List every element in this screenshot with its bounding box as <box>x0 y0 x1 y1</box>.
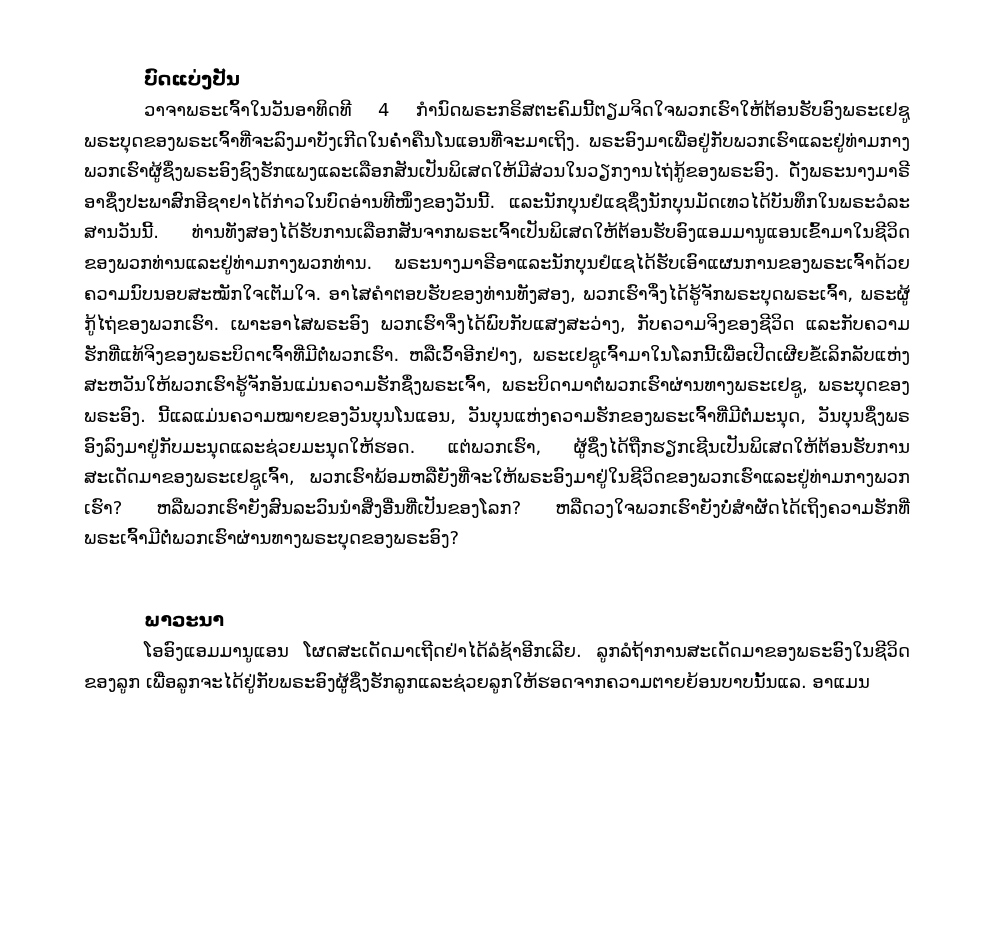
document-page <box>84 62 910 698</box>
reflection-section <box>84 62 910 555</box>
reflection-heading: ບົດແບ່ງປັນ <box>144 68 240 90</box>
reflection-paragraph: ວາຈາພຣະເຈົ້າໃນວັນອາທິດທີ 4 ກຳນົດພຣະກຣິສຕະຄົມນີ້ຕຽມຈິດໃຈພວກເຮົາໃຫ້ຕ້ອນຮັບອົງພຣະເຢຊູພຣະບຸດຂອງພຣະເຈົ້າທີ່ຈະລົງມາບັງເກີດໃນຄ່ຳຄືນໂນແອນທີ່ຈະມາເຖິງ. ພຣະອົງມາເພື່ອຢູ່ກັບພວກເຮົາແລະຢູ່ທ່າມກາງພວກເຮົາຜູ້ຊຶ່ງພຣະອົງຊົງຮັກແພງແລະເລືອກສັນເປັນພິເສດໃຫ້ມີສ່ວນໃນວຽກງານໄຖ່ກູ້ຂອງພຣະອົງ. ດັ່ງພຣະນາງມາຣີອາຊຶ່ງປະພາສົກອີຊາຢາໄດ້ກ່າວໃນບົດອ່ານທີໜຶ່ງຂອງວັນນີ້. ແລະນັກບຸນຢໍແຊຊຶ່ງນັກບຸນມັດເທວໄດ້ບັນທຶກໃນພຣະວໍລະສານວັນນີ້. ທ່ານທັງສອງໄດ້ຮັບການເລືອກສັນຈາກພຣະເຈົ້າເປັນພິເສດໃຫ້ຕ້ອນຮັບອົງແອມມານູແອນເຂົ້າມາໃນຊີວິດຂອງພວກທ່ານແລະຢູ່ທ່າມກາງພວກທ່ານ. ພຣະນາງມາຣີອາແລະນັກບຸນຢໍແຊໄດ້ຮັບເອົາແຜນການຂອງພຣະເຈົ້າດ້ວຍຄວາມນົບນອບສະໝັກໃຈເຕັມໃຈ. ອາໄສຄຳຕອບຮັບຂອງທ່ານທັງສອງ, ພວກເຮົາຈຶ່ງໄດ້ຮູ້ຈັກພຣະບຸດພຣະເຈົ້າ, ພຣະຜູ້ກູ້ໄຖ່ຂອງພວກເຮົາ. ເພາະອາໄສພຣະອົງ ພວກເຮົາຈຶ່ງໄດ້ພົບກັບແສງສະວ່າງ, ກັບຄວາມຈິງຂອງຊີວິດ ແລະກັບຄວາມຮັກທີ່ແທ້ຈິງຂອງພຣະບິດາເຈົ້າທີ່ມີຕໍ່ພວກເຮົາ. ຫລືເວົ້າອີກຢ່າງ, ພຣະເຢຊູເຈົ້າມາໃນໂລກນີ້ເພື່ອເປີດເຜີຍຂໍ້ເລິກລັບແຫ່ງສະຫວັນໃຫ້ພວກເຮົາຮູ້ຈັກອັນແມ່ນຄວາມຮັກຊຶ່ງພຣະເຈົ້າ, ພຣະບິດາມາຕໍ່ພວກເຮົາຜ່ານທາງພຣະເຢຊູ, ພຣະບຸດຂອງພຣະອົງ. ນີ້ແລແມ່ນຄວາມໝາຍຂອງວັນບຸນໂນແອນ, ວັນບຸນແຫ່ງຄວາມຮັກຂອງພຣະເຈົ້າທີ່ມີຕໍ່ມະນຸດ, ວັນບຸນຊຶ່ງພຣອົງລົງມາຢູ່ກັບມະນຸດແລະຊ່ວຍມະນຸດໃຫ້ຮອດ. ແຕ່ພວກເຮົາ, ຜູ້ຊຶ່ງໄດ້ຖືກຮຽກເຊີນເປັນພິເສດໃຫ້ຕ້ອນຮັບການສະເດັດມາຂອງພຣະເຢຊູເຈົ້າ, ພວກເຮົາພ້ອມຫລືຍັງທີ່ຈະໃຫ້ພຣະອົງມາຢູ່ໃນຊີວິດຂອງພວກເຮົາແລະຢູ່ທ່າມກາງພວກເຮົາ? ຫລືພວກເຮົາຍັງສົນລະວົນນຳສິ່ງອື່ນທີ່ເປັນຂອງໂລກ? ຫລືດວງໃຈພວກເຮົາຍັງບໍ່ສຳຜັດໄດ້ເຖິງຄວາມຮັກທີ່ພຣະເຈົ້າມີຕໍ່ພວກເຮົາຜ່ານທາງພຣະບຸດຂອງພຣະອົງ? <box>84 100 910 550</box>
prayer-heading: ພາວະນາ <box>144 608 225 631</box>
prayer-section <box>84 603 910 698</box>
prayer-paragraph: ໂອອົງແອມມານູແອນ ໂຜດສະເດັດມາເຖີດຢ່າໄດ້ລໍຊ້າອີກເລີຍ. ລູກລໍຖ້າການສະເດັດມາຂອງພຣະອົງໃນຊີວິດຂອງລູກ ເພື່ອລູກຈະໄດ້ຢູ່ກັບພຣະອົງຜູ້ຊຶ່ງຮັກລູກແລະຊ່ວຍລູກໃຫ້ຮອດຈາກຄວາມຕາຍຍ້ອນບາບນັ້ນແລ. ອາແມນ <box>84 640 910 693</box>
section-spacer <box>84 555 910 603</box>
